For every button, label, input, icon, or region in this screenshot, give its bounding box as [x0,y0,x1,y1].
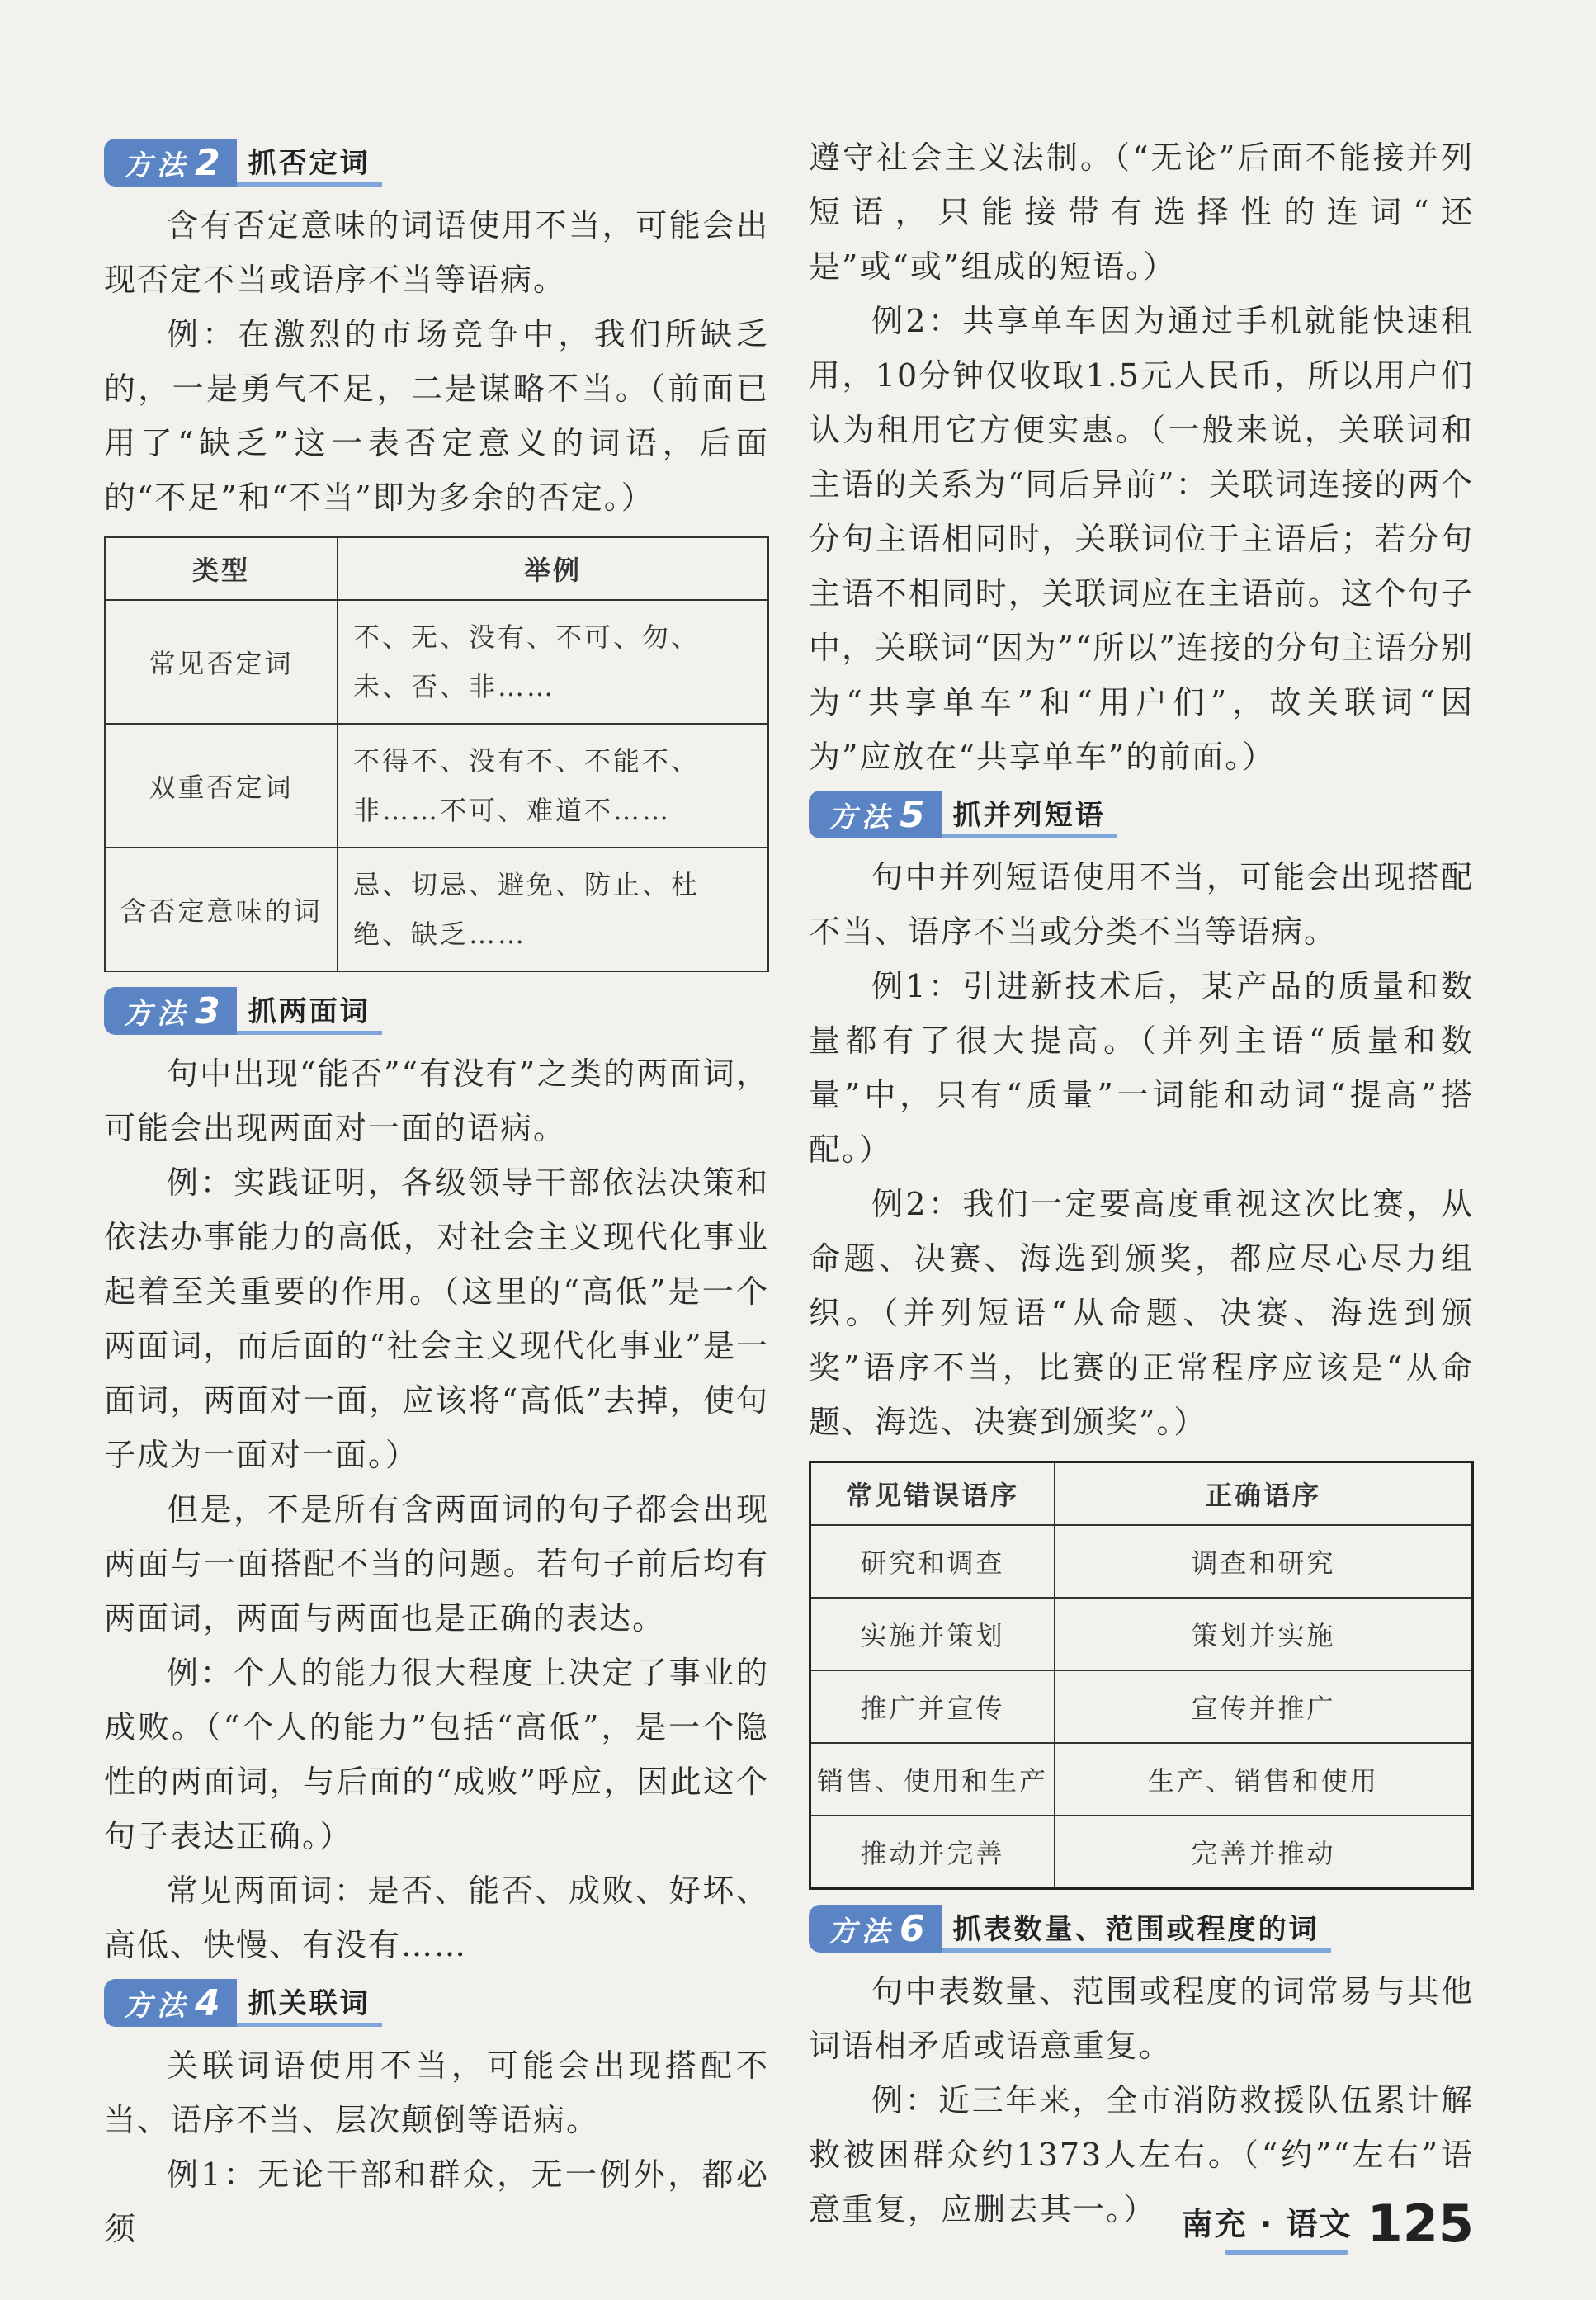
method-title: 抓两面词 [237,987,382,1035]
table-row [810,1525,1473,1598]
page-footer [1182,2194,1474,2254]
table-header-example: 举例 [338,537,768,600]
example-paragraph: 例1：引进新技术后，某产品的质量和数量都有了很大提高。（并列主语“质量和数量”中，只有“质量”一词能和动词“提高”搭配。） [809,968,1474,1168]
method-badge [104,139,237,187]
method-badge [104,1979,237,2027]
method-title: 抓关联词 [237,1979,382,2027]
method-badge [104,987,237,1035]
method-badge [809,791,942,838]
table-cell-right: 策划并实施 [1055,1598,1473,1670]
footer-subject: 南充 · 语文 [1181,2206,1353,2242]
method-title: 抓表数量、范围或程度的词 [942,1905,1331,1953]
table-cell-type: 常见否定词 [105,600,338,724]
paragraph: 关联词语使用不当，可能会出现搭配不当、语序不当、层次颠倒等语病。 [104,2047,769,2138]
method-number: 3 [195,989,220,1032]
method-number: 4 [195,1981,220,2024]
table-header-row [105,537,768,600]
table-cell-wrong: 推广并宣传 [810,1670,1055,1743]
method-label: 方法 [124,149,190,182]
table-cell-type: 含否定意味的词 [105,848,338,971]
table-cell-right: 宣传并推广 [1055,1670,1473,1743]
right-column [809,130,1474,2236]
method-badge [809,1905,942,1953]
example-paragraph: 例：在激烈的市场竞争中，我们所缺乏的，一是勇气不足，二是谋略不当。（前面已用了“缺乏”这一表否定意义的词语，后面的“不足”和“不当”即为多余的否定。） [104,316,769,516]
method-title: 抓并列短语 [942,791,1117,838]
table-cell-example: 不、无、没有、不可、勿、未、否、非…… [338,600,768,724]
method-number: 5 [900,793,925,836]
example-paragraph: 例2：共享单车因为通过手机就能快速租用，10分钟仅收取1.5元人民币，所以用户们认为租用它方便实惠。（一般来说，关联词和主语的关系为“同后异前”：关联词连接的两个分句主语相同时，关联词位于主语后；若分句主语不相同时，关联词应在主语前。这个句子中，关联词“因为”“所以”连接的分句主语分别为“共享单车”和“用户们”，故关联词“因为”应放在“共享单车”的前面。） [809,303,1474,775]
table-row [810,1670,1473,1743]
method-5-header [809,791,1474,838]
table-row [810,1816,1473,1889]
table-header-row [810,1462,1473,1526]
paragraph: 含有否定意味的词语使用不当，可能会出现否定不当或语序不当等语病。 [104,207,769,298]
table-cell-example: 忌、切忌、避免、防止、杜绝、缺乏…… [338,848,768,971]
method-2-header [104,139,769,187]
method-3-header [104,987,769,1035]
method-label: 方法 [829,801,895,834]
method-number: 6 [900,1907,925,1950]
paragraph: 句中出现“能否”“有没有”之类的两面词，可能会出现两面对一面的语病。 [104,1056,769,1146]
table-cell-wrong: 销售、使用和生产 [810,1743,1055,1816]
example-paragraph: 例：实践证明，各级领导干部依法决策和依法办事能力的高低，对社会主义现代化事业起着至关重要的作用。（这里的“高低”是一个两面词，而后面的“社会主义现代化事业”是一面词，两面对一面，应该将“高低”去掉，使句子成为一面对一面。） [104,1164,769,1473]
method-title: 抓否定词 [237,139,382,187]
table-header-right: 正确语序 [1055,1462,1473,1526]
table-header-type: 类型 [105,537,338,600]
table-cell-type: 双重否定词 [105,724,338,848]
table-row [105,724,768,848]
page-number: 125 [1367,2194,1474,2254]
table-row [105,600,768,724]
table-header-wrong: 常见错误语序 [810,1462,1055,1526]
example-paragraph: 例1：无论干部和群众，无一例外，都必须 [104,2156,769,2247]
table-cell-right: 生产、销售和使用 [1055,1743,1473,1816]
example-paragraph: 例：个人的能力很大程度上决定了事业的成败。（“个人的能力”包括“高低”，是一个隐性的两面词，与后面的“成败”呼应，因此这个句子表达正确。） [104,1655,769,1854]
method-label: 方法 [829,1915,895,1948]
word-order-table [809,1461,1474,1890]
table-cell-wrong: 推动并完善 [810,1816,1055,1889]
table-row [105,848,768,971]
table-cell-wrong: 研究和调查 [810,1525,1055,1598]
table-cell-right: 调查和研究 [1055,1525,1473,1598]
method-label: 方法 [124,1989,190,2023]
example-paragraph-continued: 遵守社会主义法制。（“无论”后面不能接并列短语，只能接带有选择性的连词“还是”或“或”组成的短语。） [809,139,1474,285]
example-paragraph: 例：近三年来，全市消防救援队伍累计解救被困群众约1373人左右。（“约”“左右”语意重复，应删去其一。） [809,2082,1474,2227]
example-paragraph: 例2：我们一定要高度重视这次比赛，从命题、决赛、海选到颁奖，都应尽心尽力组织。（并列短语“从命题、决赛、海选到颁奖”语序不当，比赛的正常程序应该是“从命题、海选、决赛到颁奖”。） [809,1186,1474,1440]
left-column [104,132,769,2256]
paragraph: 但是，不是所有含两面词的句子都会出现两面与一面搭配不当的问题。若句子前后均有两面词，两面与两面也是正确的表达。 [104,1491,769,1636]
method-number: 2 [195,141,220,184]
paragraph: 常见两面词：是否、能否、成败、好坏、高低、快慢、有没有…… [104,1873,769,1963]
footer-accent-line [1225,2250,1348,2255]
table-cell-wrong: 实施并策划 [810,1598,1055,1670]
paragraph: 句中并列短语使用不当，可能会出现搭配不当、语序不当或分类不当等语病。 [809,859,1474,950]
method-4-header [104,1979,769,2027]
table-cell-example: 不得不、没有不、不能不、非……不可、难道不…… [338,724,768,848]
table-cell-right: 完善并推动 [1055,1816,1473,1889]
negation-words-table [104,536,769,972]
method-label: 方法 [124,997,190,1031]
method-6-header [809,1905,1474,1953]
table-row [810,1598,1473,1670]
paragraph: 句中表数量、范围或程度的词常易与其他词语相矛盾或语意重复。 [809,1973,1474,2064]
table-row [810,1743,1473,1816]
